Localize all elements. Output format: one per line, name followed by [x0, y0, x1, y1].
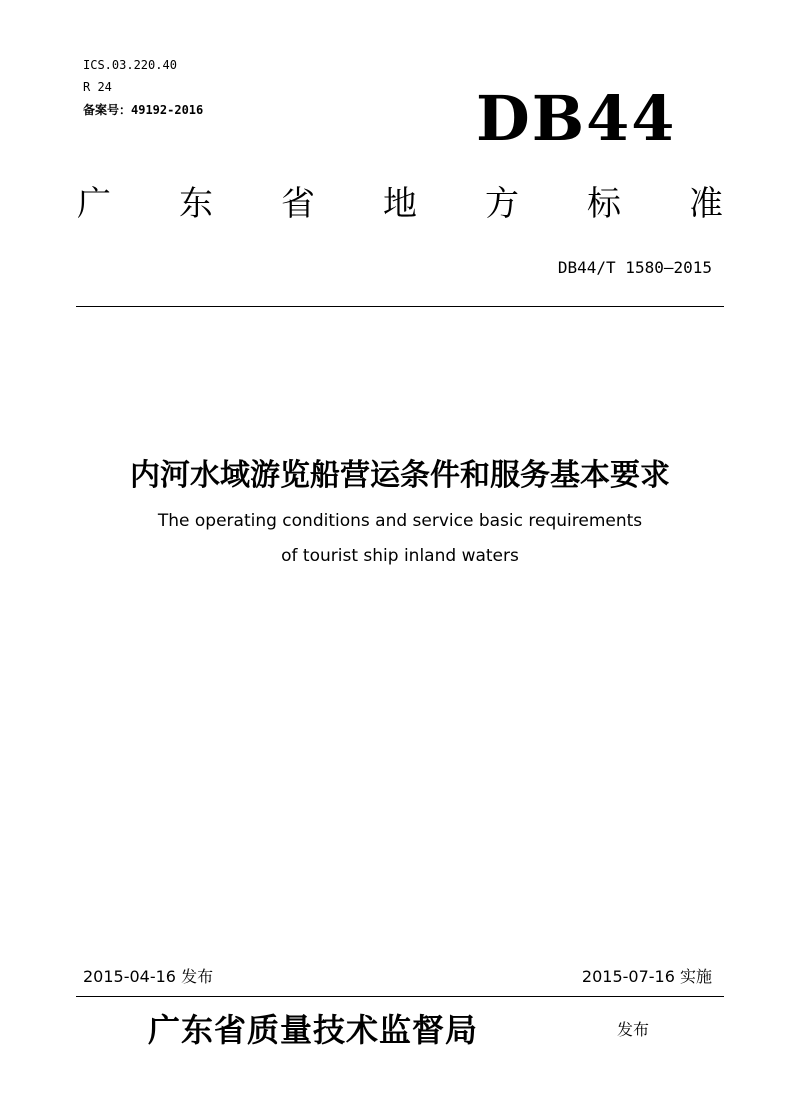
- db-code-logo: DB44: [476, 82, 677, 155]
- standard-type-char: 地: [383, 184, 417, 224]
- standard-type-char: 准: [689, 184, 723, 224]
- standard-type-char: 省: [281, 184, 315, 224]
- top-divider: [76, 306, 724, 307]
- issue-date: 2015-04-16 发布: [83, 967, 214, 986]
- bottom-divider: [76, 996, 724, 997]
- issuer-suffix: 发布: [617, 1020, 650, 1039]
- filing-number: 备案号：49192-2016: [83, 103, 204, 117]
- implementation-date: 2015-07-16 实施: [581, 967, 712, 986]
- classification-code: R 24: [83, 80, 112, 94]
- standard-type-char: 东: [179, 184, 213, 224]
- title-english-line2: of tourist ship inland waters: [281, 546, 519, 566]
- title-chinese: 内河水域游览船营运条件和服务基本要求: [130, 458, 670, 493]
- title-english-line1: The operating conditions and service basic requirements: [157, 511, 643, 531]
- ics-code: ICS.03.220.40: [83, 58, 177, 72]
- issuer-name: 广东省质量技术监督局: [148, 1011, 479, 1049]
- standard-type-char: 广: [77, 184, 111, 224]
- standard-type: [76, 180, 724, 228]
- standard-type-char: 方: [485, 184, 519, 224]
- standard-type-char: 标: [587, 184, 621, 224]
- standard-number: DB44/T 1580—2015: [557, 258, 712, 277]
